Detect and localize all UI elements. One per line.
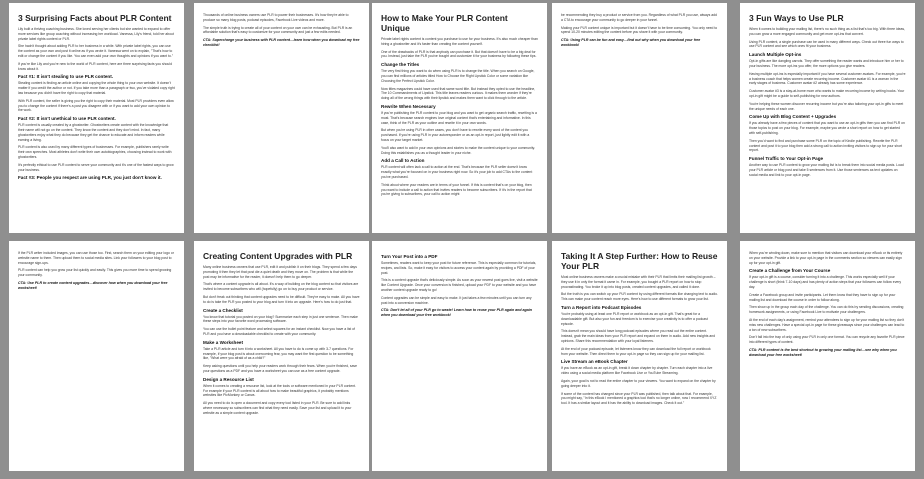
section-heading: Create a Checklist [203,307,243,313]
section-heading: Make a Worksheet [203,339,244,345]
document-page [372,3,547,233]
paragraph: Most online business owners make a crucial mistake with their PLR that limits their mailing list growth – they use it in only the format it came in. For example, you bought a PLR report on how to stop procrastinating. You broke it up into blog posts, created content upgrades, and called it done. [561,275,716,289]
paragraph: Don't fall into the trap of only using your PLR in only one format. You can recycle any favorite PLR piece into different types of content. [749,335,905,345]
document-page [194,241,369,471]
paragraph: Take a PLR article and turn it into a worksheet. All you have to do is come up with 3-7 questions. For example, if your blog post is about overcoming fear, you may want the first question to be something like, "What were you afraid of as a child?" [203,346,354,361]
section-heading: Funnel Traffic to Your Opt-in Page [749,156,824,162]
document-page [552,241,727,471]
call-to-action: CTA: Using PLR can be fun and easy—find out why when you download your free workbook! [561,38,701,48]
paragraph: Then show up in the group each day of the challenge. You can do this by sending discussions, creating homework assignments, or using Facebook Live to motivate your challengers. [749,305,904,315]
paragraph: But when you're using PLR in other cases, you don't have to rewrite every word of the content you purchased. If you're using PLR in your autoresponder or as an opt-in report, just lightly edit it with a focus on your target market. [381,128,530,142]
paragraph: If the PLR writer included images, you can use those too. First, search them on your editing your logo or website name to them. Then upload them to social media sites. Link your followers to your blog post to encourage sign-ups. [18,251,174,265]
document-page [194,3,369,233]
document-page [372,241,547,471]
section-heading: Rewrite When Necessary [381,103,436,109]
paragraph: That's where a content upgrade is all about. It's a way of building on the blog content so that visitors are invited to become subscribers who will (hopefully) go on to buy your product or service. [203,282,359,292]
call-to-action: CTA: PLR content is the best shortcut to growing your mailing list—see why when you download your free worksheet! [749,347,897,357]
paragraph: Content upgrades can be simple and easy to make. It just takes a few minutes until you can turn any post into a conversion machine. [381,295,532,305]
paragraph: Using PLR content, a single purchase can be used in many different ways. Check out three fun ways to use PLR content and see which ones fit your business. [749,39,904,49]
paragraph: If you already have a few pieces of content that you want to use an opt-in gifts then you can find PLR on those topics to post on your blog. For example, maybe you wrote a short report on how to get started with self-publishing. [749,121,905,135]
paragraph: PLR content can help you grow your list quickly and easily. This gives you more time to spend growing your community. [18,268,172,278]
paragraph: You know that tutorial you posted on your blog? Summarize each step in just one sentence. Then make these steps into your favorite word processing software. [203,314,358,324]
section-heading: Turn a Report into Podcast Episodes [561,304,642,310]
section-heading: Fact #1: It isn't stealing to use PLR content. [18,74,114,80]
paragraph: If you have an eBook as an opt-in gift, break it down chapter by chapter. Turn each chapter into a live video using a social media platform like Facebook Live or YouTube Streaming. [561,366,713,376]
document-page [9,3,184,233]
paragraph: be recommending they buy a product or service from you. Regardless of what PLR you use, always add a CTA to encourage your community to go deeper in your funnel. [561,13,717,22]
paragraph: If your opt-in gift is a course, consider turning it into a challenge. This works especially well if your challenge is short (think 7-10 days) and has plenty of action steps that your followers can follow every day. [749,275,902,289]
paragraph: Lily built a thriving coaching business. She loved serving her clients but she wanted to expand to offer more services like group coaching without increasing her workload. Vanessa, Lily's friend, told her about private label rights content or PLR. [18,27,174,41]
section-heading: Turn Your Post into a PDF [381,254,438,259]
paragraph: All you need to do is open a document and copy every tool listed in your PLR. Be sure to add links where necessary so subscribers can find what they need easily. Save your list and upload it to your website as a simple content upgrade. [203,401,352,415]
paragraph: Another way to use PLR content to grow your mailing list is to break them into social media posts. Load your PLR article or blog post and take 5 sentences from it. Use those sentences as text updates on social media and link to your opt-in page. [749,163,904,177]
paragraph: Many online business owners that use PLR, edit it and publish it on their blogs. They spend a few days promoting it then they let that post die a quiet death and they move on. The problem is that while the post may be informative for the reader, it doesn't help them to go deeper. [203,265,357,279]
section-heading: Create a Challenge from Your Course [749,268,831,274]
page-title: 3 Surprising Facts about PLR Content [18,13,172,23]
paragraph: Then you'd want to find and purchase some PLR on the topic of Kindle publishing. Rewrite the PLR content and post it to your blog then add a strong call to action inviting visitors to sign up for your short report. [749,138,903,153]
paragraph: At the end of your podcast episode, let listeners know they can download the full report or workbook from your website. Then direct them to your opt-in page so they can sign up for your mailing list. [561,346,711,356]
paragraph: Think about where your readers are in terms of your funnel. If this is content that's on your blog, then you want to include a call to action that invites readers to become subscribers. If it's in the report that you're giving to subscribers, your call to action might [381,182,532,197]
call-to-action: CTA: Don't let all of your PLR go to waste! Learn how to reuse your PLR again and again when you download your free workbook! [381,308,532,318]
paragraph: PLR content is usually created by a ghostwriter. Ghostwriters create content with the knowledge that their name will not go on the content. They know the content and they don't mind. In fact, many ghostwriters enjoy what they do because they get the chance to educate and inform readers while earning a living. [18,123,169,142]
paragraph: Sometimes, readers want to keep your post for future reference. This is especially common for tutorials, recipes, and lists. So, make it easy for visitors to access your content again by providing a PDF of your post. [381,261,537,275]
section-heading: Fact #3: People you respect are using PLR, you just don't know it. [18,175,162,181]
paragraph: Keep asking questions until you help your readers work through their fears. When you're finished, save your questions as a PDF and you have a worksheet you can use as a free content upgrade. [203,364,358,373]
paragraph: But the truth is you can switch up your PLR content by using different formats like changing text to audio. This can make your content reach more eyes. Here's how to use different formats to grow your list. [561,292,718,302]
document-page [740,3,915,233]
paragraph: You'll also want to add in your own opinions and stories to make the content unique to your community. Doing this establishes you as a thought leader in your niche. [381,145,536,155]
paragraph: Again, your goal is not to read the entire chapter to your viewers. You want to expand on the chapter by going deeper into it. [561,378,716,388]
document-page [552,3,727,233]
page-title: How to Make Your PLR Content Unique [381,13,508,33]
paragraph: If you're publishing the PLR content to your blog and you want to get organic search traffic, rewriting is a must. That's because search engines love original content that's entertaining and informative. In this case, think of the PLR as your outline and rewrite it in your own words. [381,110,537,125]
paragraph: Stealing content is finding an article online and copying the whole thing to your own website. It doesn't matter if you credit the author or not. If you take more than a paragraph or two, you've violated copy right law because you didn't have the right to copy that material. [18,81,175,95]
call-to-action: CTA: Use PLR to create content upgrades—discover how when you download your free worksheet! [18,280,168,290]
paragraph: This doesn't mean you should have long podcast episodes where you read out the entire content. Instead, grab the main ideas from your PLR report and expand on them in audio. Add new insights and opinions. Share this recommendation with your loyal listeners. [561,329,715,343]
paragraph: Making your PLR content unique is important but it doesn't have to be time consuming. You only need to spend 10-20 minutes editing the content before you share it with your community. [561,25,718,35]
paragraph: Create a Facebook group and invite participants. Let them know that they have to sign up for your mailing list and download the course in order to follow along. [749,292,896,302]
paragraph: It's perfectly ethical to use PLR content to serve your community and it's one of the fastest ways to grow your business. [18,162,174,172]
paragraph: You're helping these women discover recurring income but you're also tailoring your opt-in gifts to meet the unique needs of each one. [749,101,904,111]
paragraph: Now titles magazines could have used that same word title. But instead they opted to use the headline, The 10 Commandments of Lipstick. This title leaves readers curious. It makes them wonder if they're doing all of the wrong things with their lipstick and makes them want to click through to the article. [381,86,536,101]
paragraph: But don't freak out thinking that content upgrades need to be difficult. They're easy to make. All you have to do is take the PLR you posted to your blog and turn it into an upgrade. Here's how to do just that. [203,294,360,304]
page-title: 3 Fun Ways to Use PLR [749,13,844,23]
paragraph: With PLR content, the seller is giving you the right to copy their material. Most PLR providers even allow you to change the content if there's a post you disagree with or if you want to add your own opinion to the work. [18,98,174,113]
paragraph: She hadn't thought about adding PLR to her business in a while. With private label rights, you can use the content as your own and post it online as if you wrote it. Vanessa went on to explain, "That's how to edit or change the content if you like. You can even add your own thoughts and opinions if you want to." [18,44,174,58]
paragraph: Opt-in gifts are like dangling carrots. They offer something the reader wants and introduce him or her to your business. The more opt-ins you offer, the more options you give readers. [749,59,904,68]
paragraph: The very first thing you want to do when using PLR is to change the title. When you search on Google, you can find millions of articles titled How to Choose the Right Lipstick Color or some variation like Choosing the Perfect Lipstick Color. [381,69,535,83]
page-title: Creating Content Upgrades with PLR [203,251,353,261]
section-heading: Change the Titles [381,62,420,68]
paragraph: PLR content will often lack a call to action at the end. That's because the PLR seller doesn't know exactly what you're focused on in your business right now. So it's your job to add CTAs to the content you've purchased. [381,165,533,179]
paragraph: You can use the bullet point feature and select squares for an instant checklist. Now you have a list of PLR and you have a downloadable checklist to create with your community. [203,327,355,336]
paragraph: PLR content is also used by many different types of businesses. For example, publishers rarely write their own speeches. Most athletes don't write their own autobiographies, choosing instead to work with ghostwriters. [18,145,172,159]
paragraph: When you're winding down, make sure to mention that visitors can download your eBook or its entirety on your website. Provide a link to your opt-in page in the comments section so viewers can easily sign up for your opt-in gift. [749,251,903,265]
page-title: Taking It A Step Further: How to Reuse Your PLR [561,251,718,271]
paragraph: You're probably using at least one PLR report or workbook as an opt-in gift. That's great for a downloadable gift. But also your fun and freedom is to exercise your creativity is to offer a podcast episode. [561,311,708,326]
paragraph: When it comes to creating a resource list, look at the tools or software mentioned in your PLR content. For example if your PLR content is all about how to make beautiful graphics, it probably mentions websites like PicMonkey or Canva. [203,383,357,398]
paragraph: Customer avatar #3 is a stay-at-home mom who wants to make recurring income by writing books. Your opt-in gift might be a guide to self-publishing for new authors. [749,89,905,98]
section-heading: Fact #2: It isn't unethical to use PLR content. [18,116,116,122]
paragraph: Having multiple opt-ins is especially important if you have several customer avatars. For example, you're a business coach that helps women create recurring income. Customer avatar #1 is a woman in the early stages of business. Customer avatar #2 already has some experience. [749,71,906,86]
paragraph: This is a content upgrade that's deliciously simple. As soon as your newest post goes live, visit a website like Content Upgrade. Once your conversion is finished, upload your PDF to your website and you have another content upgrade ready to go! [381,278,538,292]
section-heading: Design a Resource List [203,376,254,382]
paragraph: At the end of each day's assignment, remind your attendees to sign up for your mailing list so they don't miss new challenges. Have a special opt-in page for these giveaways since your challenges can lead to a ton of new subscribers. [749,317,905,332]
paragraph: When it comes to building your mailing list, there's no such thing as a list that's too big. With three ideas, you can grow a more engaged community and get more opt-ins that convert. [749,27,906,36]
document-page [9,241,184,471]
call-to-action: CTA: Supercharge your business with PLR content—learn how when you download my free checklist! [203,38,360,48]
section-heading: Launch Multiple Opt-ins [749,52,802,58]
paragraph: One of the drawbacks of PLR is that anybody can purchase it. But that doesn't have to be a big deal for you. Instead, just take the PLR you've bought and customize it for your business by following these tips. [381,49,537,59]
section-heading: Live Stream an eBook Chapter [561,359,628,365]
paragraph: Thousands of online business owners use PLR to power their businesses. It's how they're able to produce so many blog posts, podcast episodes, Facebook Live videos and more. [203,13,349,22]
section-heading: Come Up with Blog Content + Upgrades [749,114,837,120]
paragraph: If you're like Lily and you're new to the world of PLR content, here are three surprising facts you should know about it. [18,61,172,71]
paragraph: The simple truth is trying to create all of your content on your own can be exhausting. But PLR is an affordable solution that's easy to customize for your community and just a few edits needed. [203,25,353,35]
section-heading: Add a Call to Action [381,158,425,164]
document-page [740,241,915,471]
paragraph: If some of the content has changed since your PLR was published, then talk about that. For example, you might say, "In this eBook I mentioned a graphics tool that's no longer online, now I recommend XYZ tool. It has a similar layout and it has the ability to download images. Check it out." [561,391,717,406]
paragraph: Private label rights content is content you purchase to use for your business. It's also much cheaper than hiring a ghostwriter and it's faster than creating the content yourself. [381,37,538,46]
